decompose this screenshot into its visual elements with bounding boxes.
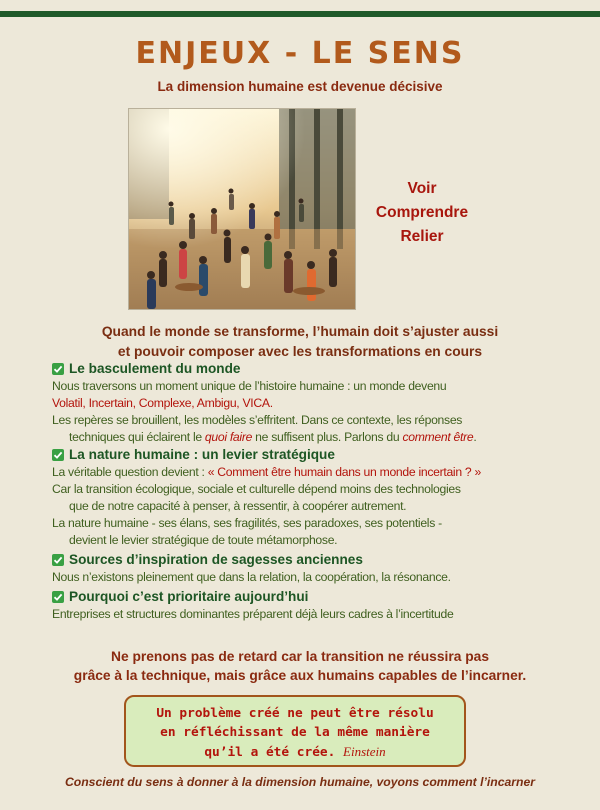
keyword-relier: Relier bbox=[400, 228, 444, 245]
paragraph-text: ne suffisent plus. Parlons du bbox=[252, 430, 403, 444]
vica-text: Volatil, Incertain, Complexe, Ambigu, VICA. bbox=[52, 396, 273, 410]
check-box-icon bbox=[52, 449, 64, 461]
top-rule bbox=[0, 11, 600, 17]
paragraph-text: techniques qui éclairent le bbox=[69, 430, 205, 444]
einstein-quote-box bbox=[124, 695, 466, 767]
section-paragraph bbox=[52, 515, 572, 549]
section-heading bbox=[52, 588, 572, 606]
intro-text bbox=[0, 322, 600, 362]
footer-text: Conscient du sens à donner à la dimension humaine, voyons comment l’incarner bbox=[64, 775, 535, 789]
section-heading bbox=[52, 551, 572, 569]
section-heading-label: Sources d’inspiration de sagesses anciennes bbox=[69, 552, 363, 567]
paragraph-text: Entreprises et structures dominantes préparent déjà leurs cadres à l’incertitude bbox=[52, 607, 454, 621]
section-heading bbox=[52, 360, 572, 378]
keyword-voir: Voir bbox=[407, 180, 437, 197]
keywords-list bbox=[372, 177, 472, 249]
quote-text: qu’il a été crée. bbox=[204, 745, 344, 760]
section-heading-label: La nature humaine : un levier stratégique bbox=[69, 447, 335, 462]
keyword-comprendre: Comprendre bbox=[375, 204, 469, 221]
paragraph-text: Les repères se brouillent, les modèles s’effritent. Dans ce contexte, les réponses bbox=[52, 413, 463, 427]
section-heading bbox=[52, 446, 572, 464]
paragraph-line bbox=[52, 429, 572, 446]
emphasis-comment-etre: comment être bbox=[402, 430, 474, 444]
closing-line-2: grâce à la technique, mais grâce aux humains capables de l’incarner. bbox=[73, 668, 527, 683]
intro-line-2: et pouvoir composer avec les transformations en cours bbox=[117, 344, 483, 359]
paragraph-text: La véritable question devient : bbox=[52, 465, 208, 479]
closing-line-1: Ne prenons pas de retard car la transition ne réussira pas bbox=[110, 649, 490, 664]
section-paragraph bbox=[52, 569, 572, 586]
section-paragraph bbox=[52, 464, 572, 481]
crowd-photo bbox=[128, 108, 356, 310]
section-heading-label: Pourquoi c’est prioritaire aujourd’hui bbox=[69, 589, 309, 604]
page-subtitle: La dimension humaine est devenue décisive bbox=[157, 79, 443, 94]
paragraph-text: . bbox=[473, 430, 477, 444]
paragraph-text: Nous traversons un moment unique de l’histoire humaine : un monde devenu bbox=[52, 379, 447, 393]
emphasis-quoi-faire: quoi faire bbox=[204, 430, 253, 444]
intro-line-1: Quand le monde se transforme, l’humain doit s’ajuster aussi bbox=[101, 324, 499, 339]
paragraph-text: Car la transition écologique, sociale et culturelle dépend moins des technologies bbox=[52, 482, 461, 496]
check-box-icon bbox=[52, 363, 64, 375]
paragraph-text: La nature humaine - ses élans, ses fragilités, ses paradoxes, ses potentiels - bbox=[52, 516, 442, 530]
paragraph-line: devient le levier stratégique de toute métamorphose. bbox=[69, 533, 338, 547]
quote-author: Einstein bbox=[343, 744, 386, 759]
quote-line-2: en réfléchissant de la même manière bbox=[160, 725, 430, 740]
check-box-icon bbox=[52, 591, 64, 603]
key-question: « Comment être humain dans un monde incertain ? » bbox=[207, 465, 481, 479]
quote-line-1: Un problème créé ne peut être résolu bbox=[156, 706, 434, 721]
section-paragraph bbox=[52, 378, 572, 412]
page-title: ENJEUX - LE SENS bbox=[135, 36, 465, 71]
closing-text bbox=[0, 647, 600, 685]
section-paragraph bbox=[52, 606, 572, 623]
paragraph-text: Nous n’existons pleinement que dans la relation, la coopération, la résonance. bbox=[52, 570, 451, 584]
paragraph-line: que de notre capacité à penser, à ressentir, à coopérer autrement. bbox=[69, 499, 407, 513]
quote-line-3 bbox=[126, 742, 464, 762]
section-heading-label: Le basculement du monde bbox=[69, 361, 241, 376]
section-paragraph bbox=[52, 412, 572, 446]
main-content bbox=[52, 360, 572, 623]
section-paragraph bbox=[52, 481, 572, 515]
check-box-icon bbox=[52, 554, 64, 566]
